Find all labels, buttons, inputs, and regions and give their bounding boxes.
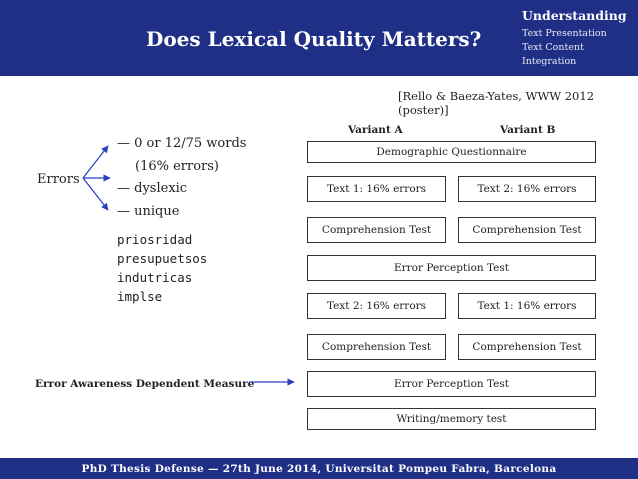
dependent-measure-label: Error Awareness Dependent Measure <box>35 378 255 390</box>
error-perception-test-1-box: Error Perception Test <box>307 255 596 281</box>
demographic-questionnaire-box: Demographic Questionnaire <box>307 141 596 163</box>
slide-title: Does Lexical Quality Matters? <box>146 27 482 51</box>
criteria-ratio: — 0 or 12/75 words <box>117 136 247 151</box>
comprehension-test-b2-box: Comprehension Test <box>458 334 596 360</box>
error-criteria-list <box>117 133 246 223</box>
writing-memory-test-box: Writing/memory test <box>307 408 596 430</box>
nav-current-section[interactable]: Understanding <box>522 8 627 23</box>
example-word: presupuetsos <box>117 251 208 266</box>
comprehension-test-b1-box: Comprehension Test <box>458 217 596 243</box>
criteria-percent: (16% errors) <box>135 158 220 174</box>
section-nav <box>522 8 627 69</box>
nav-item-text-content[interactable]: Text Content <box>522 42 584 53</box>
example-word: indutricas <box>117 270 193 285</box>
error-examples <box>117 230 207 306</box>
comprehension-test-a1-box: Comprehension Test <box>307 217 446 243</box>
error-perception-test-2-box: Error Perception Test <box>307 371 596 397</box>
comprehension-test-a2-box: Comprehension Test <box>307 334 446 360</box>
criteria-unique: — unique <box>117 203 180 219</box>
header-bar <box>0 0 638 76</box>
nav-item-text-presentation[interactable]: Text Presentation <box>522 28 607 39</box>
citation: [Rello & Baeza-Yates, WWW 2012 (poster)] <box>398 89 595 117</box>
footer-bar: PhD Thesis Defense — 27th June 2014, Universitat Pompeu Fabra, Barcelona <box>0 458 638 479</box>
text2-variant-b-box: Text 2: 16% errors <box>458 176 596 202</box>
variant-a-header: Variant A <box>348 124 403 136</box>
errors-label: Errors <box>37 172 80 187</box>
text1-variant-a-box: Text 1: 16% errors <box>307 176 446 202</box>
nav-item-integration[interactable]: Integration <box>522 56 577 67</box>
branch-arrows-icon <box>80 140 116 216</box>
example-word: implse <box>117 289 163 304</box>
text1-variant-b-box: Text 1: 16% errors <box>458 293 596 319</box>
example-word: priosridad <box>117 232 193 247</box>
right-arrow-icon <box>248 376 298 388</box>
variant-b-header: Variant B <box>500 124 556 136</box>
text2-variant-a-box: Text 2: 16% errors <box>307 293 446 319</box>
criteria-dyslexic: — dyslexic <box>117 181 188 196</box>
